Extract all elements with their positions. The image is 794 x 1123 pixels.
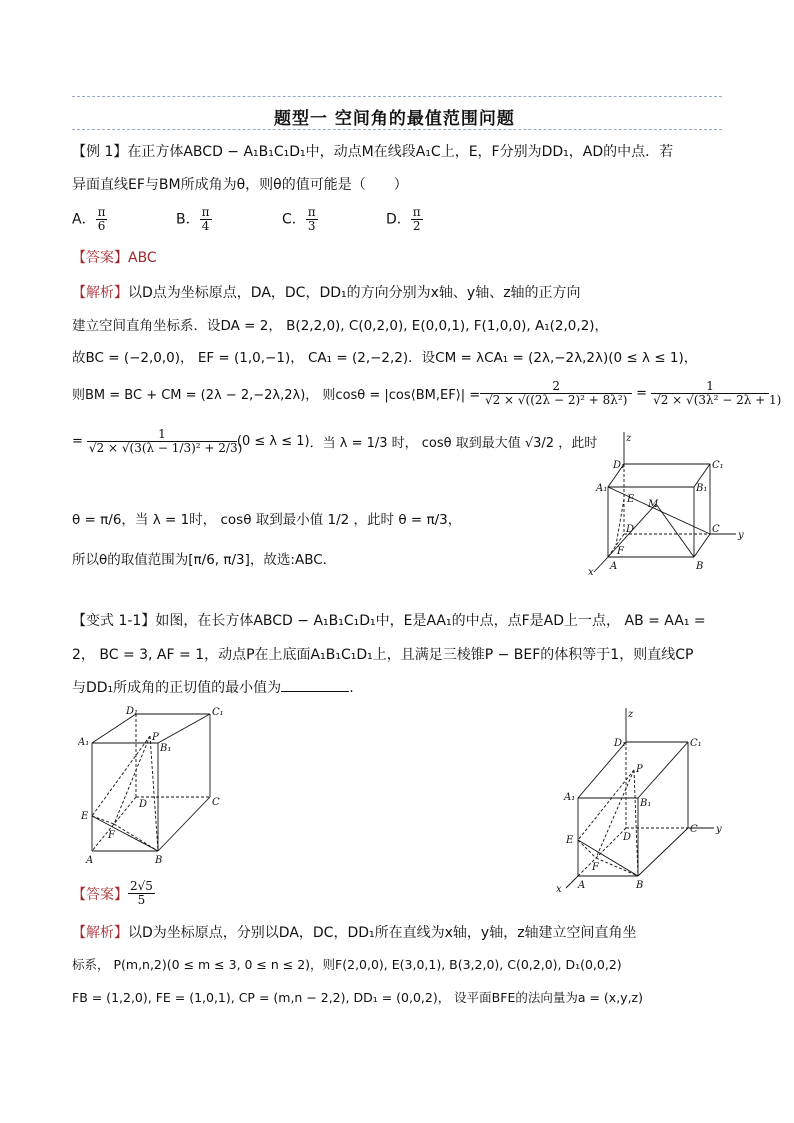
page-title: 题型一 空间角的最值范围问题 xyxy=(274,109,515,129)
label-d: D xyxy=(139,799,148,810)
box-figure-2 xyxy=(78,706,238,868)
variant-solution-line2: 标系， P(m,n,2)(0 ≤ m ≤ 3, 0 ≤ n ≤ 2)，则F(2,0,0), E(3,0,1), B(3,2,0), C(0,2,0), D₁(0,0,2) xyxy=(72,957,622,972)
segment-fb xyxy=(596,858,638,876)
variant-question-line1: 【变式 1-1】如图，在长方体ABCD − A₁B₁C₁D₁中，E是AA₁的中点，点F是AD上一点， AB = AA₁ = xyxy=(72,613,706,629)
cube-figure-1 xyxy=(586,432,746,577)
option-c xyxy=(282,206,318,233)
label-p: P xyxy=(636,764,643,775)
option-fraction: $\frac{\pi}{3}$ xyxy=(307,205,316,233)
label-d1: D₁ xyxy=(614,738,627,749)
label-f: F xyxy=(592,862,599,873)
top-left-edge xyxy=(578,742,626,798)
top-left-edge xyxy=(92,714,136,743)
cos-expression: 则BM = BC + CM = (2λ − 2,−2λ,2λ)， 则cosθ = |cos⟨BM,EF⟩| = xyxy=(72,388,481,403)
option-label: B． xyxy=(176,211,200,228)
label-b: B xyxy=(696,561,704,572)
label-x: x xyxy=(588,567,594,577)
answer-value: ABC xyxy=(128,250,157,266)
cos-fraction-3: $\frac{1}{\text{√2 × √(3(λ − 1/3)² + 2/3)}}$ xyxy=(88,427,243,455)
max-value-text: ．当 λ = 1/3 时， cosθ 取到最大值 √3/2 ，此时 xyxy=(309,436,598,451)
segment-pf xyxy=(596,770,634,858)
analysis-tag: 【解析】 xyxy=(72,925,128,941)
label-b: B xyxy=(636,880,644,891)
segment-ef xyxy=(616,499,624,545)
example-solution-line4 xyxy=(72,379,782,407)
label-e: E xyxy=(566,835,574,846)
label-d: D xyxy=(623,832,632,843)
label-a1: A₁ xyxy=(78,737,90,748)
answer-fraction: $\frac{2√5}{5}$ xyxy=(130,879,153,907)
lambda-range: (0 ≤ λ ≤ 1) xyxy=(236,434,310,449)
option-fraction: $\frac{\pi}{4}$ xyxy=(201,205,210,233)
segment-eb xyxy=(92,816,158,851)
label-x: x xyxy=(556,884,562,894)
label-a1: A₁ xyxy=(596,483,608,494)
bottom-right-edge xyxy=(638,828,688,876)
segment-pb xyxy=(150,736,158,851)
segment-mb xyxy=(656,504,694,557)
label-d1: D₁ xyxy=(126,706,139,717)
option-label: A． xyxy=(72,211,96,228)
title-dashed-rule xyxy=(72,129,722,130)
label-m: M xyxy=(648,499,659,510)
segment-pb xyxy=(634,770,638,876)
segment-ef xyxy=(92,816,114,824)
option-label: C． xyxy=(282,211,306,228)
answer-tag: 【答案】 xyxy=(72,886,128,903)
option-b xyxy=(176,206,212,233)
label-c: C xyxy=(712,524,720,535)
label-b1: B₁ xyxy=(160,743,172,754)
variant-solution-line1: 【解析】以D为坐标原点，分别以DA，DC，DD₁所在直线为x轴，y轴，z轴建立空间直角坐 xyxy=(72,925,637,941)
bottom-right-edge xyxy=(694,534,710,557)
cos-fraction-1: $\frac{2}{\text{√2 × √((2λ − 2)² + 8λ²)}}$ xyxy=(480,380,632,407)
example-solution-line2: 建立空间直角坐标系．设DA = 2， B(2,2,0), C(0,2,0), E(0,0,1), F(1,0,0), A₁(2,0,2)， xyxy=(72,318,609,334)
label-f: F xyxy=(108,830,115,841)
diagonal-a1c xyxy=(608,487,710,534)
label-c1: C₁ xyxy=(212,707,224,718)
example-question-line2: 异面直线EF与BM所成角为θ，则θ的值可能是（ ） xyxy=(72,177,408,193)
example-solution-line5 xyxy=(72,428,597,455)
option-fraction: $\frac{\pi}{2}$ xyxy=(412,205,421,233)
box-figure-3 xyxy=(552,708,732,894)
label-a: A xyxy=(610,561,618,572)
example-answer xyxy=(72,247,157,267)
label-z: z xyxy=(626,433,632,444)
top-right-edge xyxy=(638,742,688,798)
variant-answer xyxy=(72,880,155,907)
option-d xyxy=(386,206,423,233)
option-fraction: $\frac{\pi}{6}$ xyxy=(97,205,106,233)
cos-fraction-2: $\frac{1}{\text{√2 × √(3λ² − 2λ + 1)}}$ xyxy=(653,379,782,407)
top-dashed-rule xyxy=(72,96,722,97)
equals-sign: = xyxy=(72,434,83,449)
x-axis xyxy=(566,876,578,888)
label-z: z xyxy=(628,709,634,720)
example-solution-line1: 【解析】以D点为坐标原点，DA，DC，DD₁的方向分别为x轴、y轴、z轴的正方向 xyxy=(72,285,581,301)
example-solution-line3: 故BC = (−2,0,0)， EF = (1,0,−1)， CA₁ = (2,−2,2)．设CM = λCA₁ = (2λ,−2λ,2λ)(0 ≤ λ ≤ 1)， xyxy=(72,350,698,366)
example-solution-line7: 所以θ的取值范围为[π/6, π/3]，故选:ABC． xyxy=(72,552,337,568)
label-y: y xyxy=(716,824,722,835)
label-f: F xyxy=(617,546,624,557)
answer-blank xyxy=(281,691,349,692)
label-b1: B₁ xyxy=(696,483,708,494)
label-b: B xyxy=(155,855,163,866)
label-b1: B₁ xyxy=(640,798,652,809)
label-c1: C₁ xyxy=(690,738,702,749)
label-c1: C₁ xyxy=(712,460,724,471)
option-label: D． xyxy=(386,211,411,228)
label-d1: D₁ xyxy=(613,460,626,471)
example-question-line1: 【例 1】在正方体ABCD − A₁B₁C₁D₁中，动点M在线段A₁C上，E，F分别为DD₁，AD的中点．若 xyxy=(72,144,674,160)
segment-fb xyxy=(114,824,158,851)
label-a: A xyxy=(86,855,94,866)
hidden-bottom-left-edge xyxy=(578,828,626,876)
equals-sign: = xyxy=(636,386,648,401)
option-a xyxy=(72,206,107,233)
example-solution-line6: θ = π/6，当 λ = 1时， cosθ 取到最小值 1/2 ，此时 θ = π/3， xyxy=(72,512,462,528)
variant-question-line3: 与DD₁所成角的正切值的最小值为 . xyxy=(72,680,354,696)
label-y: y xyxy=(738,530,744,541)
label-e: E xyxy=(627,494,635,505)
label-a1: A₁ xyxy=(564,792,576,803)
variant-solution-line3: FB = (1,2,0), FE = (1,0,1), CP = (m,n − 2,2), DD₁ = (0,0,2)， 设平面BFE的法向量为a = (x,y,z) xyxy=(72,990,643,1005)
label-c: C xyxy=(212,797,220,808)
analysis-tag: 【解析】 xyxy=(72,285,128,301)
top-right-edge xyxy=(158,714,210,743)
label-d: D xyxy=(626,524,635,535)
x-axis xyxy=(594,557,608,572)
variant-question-line2: 2， BC = 3, AF = 1，动点P在上底面A₁B₁C₁D₁上，且满足三棱锥P − BEF的体积等于1，则直线CP xyxy=(72,647,694,663)
segment-pf xyxy=(114,736,150,824)
label-e: E xyxy=(81,811,89,822)
label-a: A xyxy=(578,880,586,891)
label-c: C xyxy=(690,824,698,835)
bottom-right-edge xyxy=(158,797,210,851)
answer-tag: 【答案】 xyxy=(72,250,128,266)
label-p: P xyxy=(152,732,159,743)
